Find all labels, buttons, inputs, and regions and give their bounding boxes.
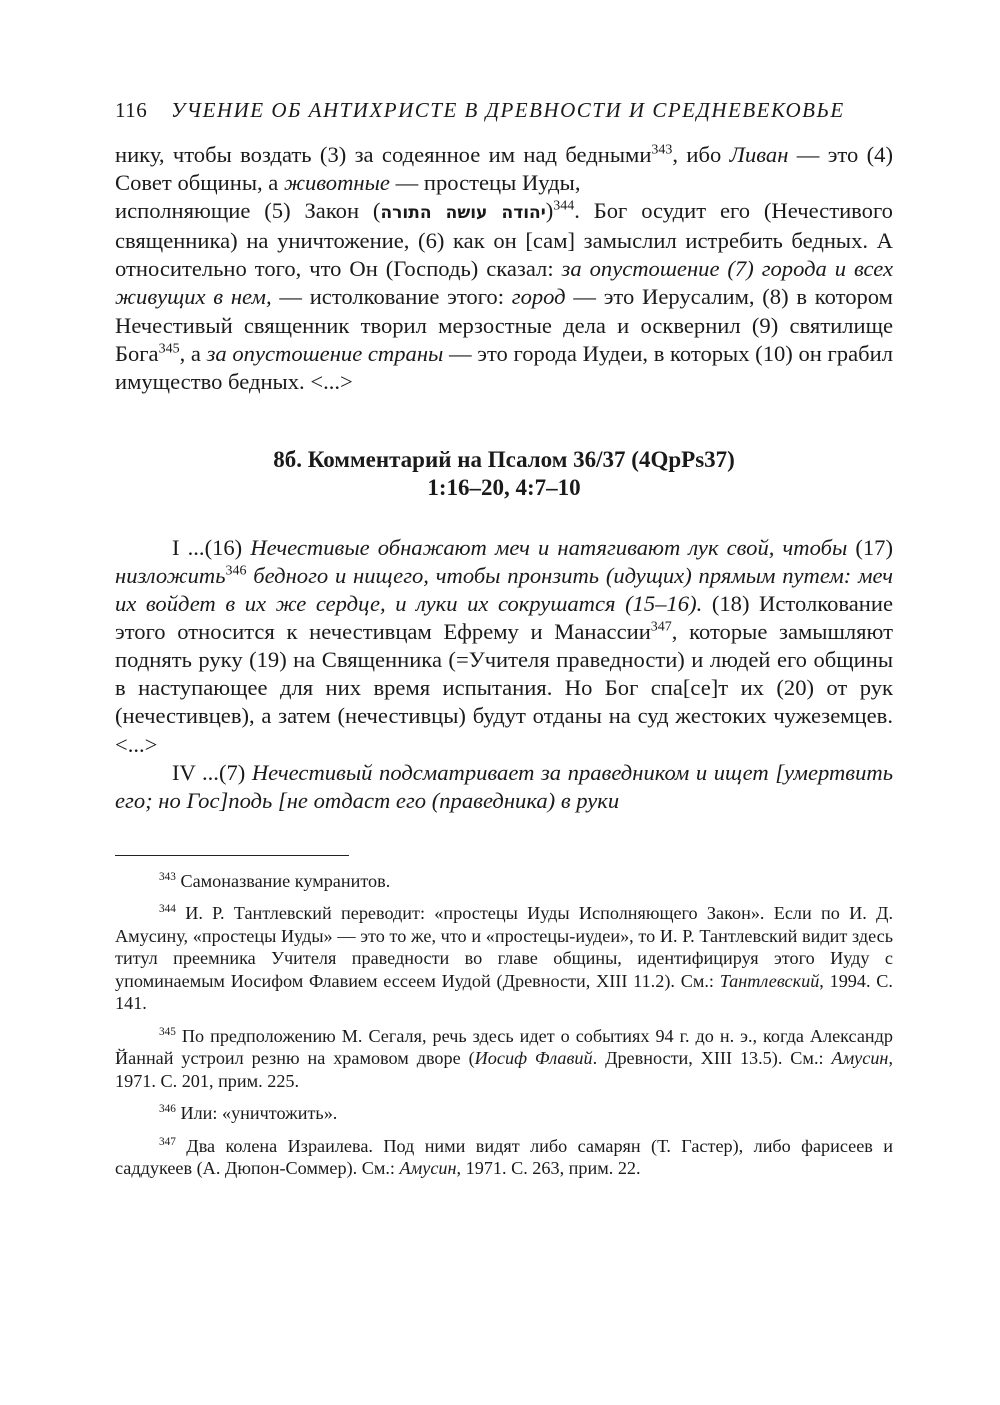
text-run: IV ...(7) bbox=[172, 759, 252, 785]
footnote-author: Иосиф Флавий bbox=[474, 1048, 593, 1069]
text-run: — простецы Иуды, исполняющие (5) Закон ( bbox=[115, 170, 581, 224]
footnote-number: 344 bbox=[159, 903, 176, 916]
footnote-ref: 344 bbox=[553, 198, 575, 214]
quote-run: Нечестивый подсматривает за праведником и ищет [умертвить его; но Гос]подь [не отдаст его (праведника) в руки bbox=[115, 759, 893, 813]
text-run: . Бог осудит его (Нечестивого священника) на уничтожение, (6) как он [сам] замыслил истребить бедных. А относительно того, что Он (Господь) сказал: bbox=[115, 198, 893, 282]
footnote-ref: 347 bbox=[650, 619, 672, 635]
paragraph-column-one bbox=[115, 534, 893, 759]
footnote bbox=[115, 870, 893, 893]
footnote-author: Амусин bbox=[399, 1158, 457, 1179]
text-run: — это Иерусалим, (8) в котором Нечестивый священник творил мерзостные дела и осквернил (9) святилище Бога bbox=[115, 284, 893, 366]
footnote-number: 345 bbox=[159, 1025, 176, 1038]
text-run: , которые замышляют поднять руку (19) на Священника (=Учителя праведности) и людей его общины в наступающее для них время испытания. Но Бог спа[се]т их (20) от рук (нечестивцев), а затем (нечестивцы) будут отданы на суд жестоких чужеземцев. <...> bbox=[115, 619, 894, 757]
text-run: нику, чтобы воздать (3) за содеянное им над бедными bbox=[115, 142, 652, 167]
footnote-author: Тантлевский bbox=[719, 970, 820, 991]
book-page bbox=[115, 98, 893, 1190]
quote-run: за опустошение страны bbox=[206, 340, 444, 366]
quote-run: Ливан bbox=[729, 142, 789, 167]
text-run: , ибо bbox=[672, 142, 730, 167]
section-heading: 8б. Комментарий на Псалом 36/37 (4QpPs37) 1:16–20, 4:7–10 bbox=[273, 446, 735, 500]
footnote-ref: 343 bbox=[651, 142, 673, 158]
footnote-number: 343 bbox=[159, 870, 176, 883]
footnote-text: . Древности, XIII 13.5). См.: bbox=[592, 1048, 832, 1069]
quote-run: низложить bbox=[115, 562, 226, 588]
footnote-text: , 1971. С. 201, прим. 225. bbox=[115, 1048, 893, 1091]
footnote-text: , 1971. С. 263, прим. 22. bbox=[456, 1158, 641, 1179]
footnote-text: По предположению М. Сегаля, речь здесь идет о событиях 94 г. до н. э., когда Александр Йаннай устроил резню на храмовом дворе ( bbox=[115, 1025, 893, 1069]
running-title: УЧЕНИЕ ОБ АНТИХРИСТЕ В ДРЕВНОСТИ И СРЕДНЕВЕКОВЬЕ bbox=[170, 98, 845, 122]
quote-run: город bbox=[511, 284, 566, 310]
hebrew-text: יהודה עושה התורה bbox=[380, 203, 546, 224]
quote-run: животные bbox=[283, 170, 390, 196]
footnote-author: Амусин bbox=[831, 1048, 889, 1069]
footnote-ref: 346 bbox=[225, 563, 247, 579]
top-paragraph bbox=[115, 141, 893, 396]
text-run: — это (4) Совет общины, а bbox=[115, 142, 893, 196]
quote-run: за опустошение (7) города и всех живущих в нем, bbox=[115, 256, 893, 310]
footnotes bbox=[115, 870, 893, 1180]
footnote bbox=[115, 1025, 893, 1093]
text-run: I ...(16) bbox=[172, 534, 251, 560]
footnote bbox=[115, 1102, 893, 1125]
text-run: ) bbox=[545, 198, 554, 224]
footnote bbox=[115, 902, 893, 1015]
text-run: (18) Истолкование этого относится к нечестивцам Ефрему и Манассии bbox=[115, 591, 893, 645]
footnote bbox=[115, 1135, 893, 1180]
text-run: , а bbox=[179, 340, 207, 366]
page-number: 116 bbox=[115, 98, 148, 122]
footnote-number: 346 bbox=[159, 1103, 176, 1116]
footnote-divider bbox=[115, 855, 349, 856]
footnote-text: И. Р. Тантлевский переводит: «простецы Иуды Исполняющего Закон». Если по И. Д. Амусину, «простецы Иуды» — это то же, что и «простецы-иудеи», то И. Р. Тантлевский видит здесь титул преемника Учителя праведности во главе общины, идентифицируя этого Иуду с упоминаемым Иосифом Флавием ессеем Иудой (Древности, XIII 11.2). См.: bbox=[115, 903, 894, 991]
running-head bbox=[115, 98, 893, 123]
footnote-ref: 345 bbox=[158, 341, 180, 357]
footnote-number: 347 bbox=[159, 1135, 176, 1148]
footnote-text: Два колена Израилева. Под ними видят либо самарян (Т. Гастер), либо фарисеев и саддукеев (А. Дюпон-Соммер). См.: bbox=[115, 1135, 893, 1179]
footnote-text: Или: «уничтожить». bbox=[180, 1103, 338, 1124]
text-run: — это города Иудеи, в которых (10) он грабил имущество бедных. <...> bbox=[115, 340, 893, 394]
quote-run: Нечестивые обнажают меч и натягивают лук свой, чтобы bbox=[250, 534, 848, 560]
text-run: — истолкование этого: bbox=[271, 284, 512, 310]
quote-run: бедного и нищего, чтобы пронзить (идущих) прямым путем: меч их войдет в их же сердце, и луки их сокрушатся (15–16). bbox=[115, 562, 893, 617]
paragraph-column-four bbox=[115, 759, 893, 815]
text-run: (17) bbox=[847, 534, 894, 560]
footnote-text: Самоназвание кумранитов. bbox=[180, 870, 391, 891]
footnote-text: , 1994. С. 141. bbox=[115, 970, 893, 1014]
